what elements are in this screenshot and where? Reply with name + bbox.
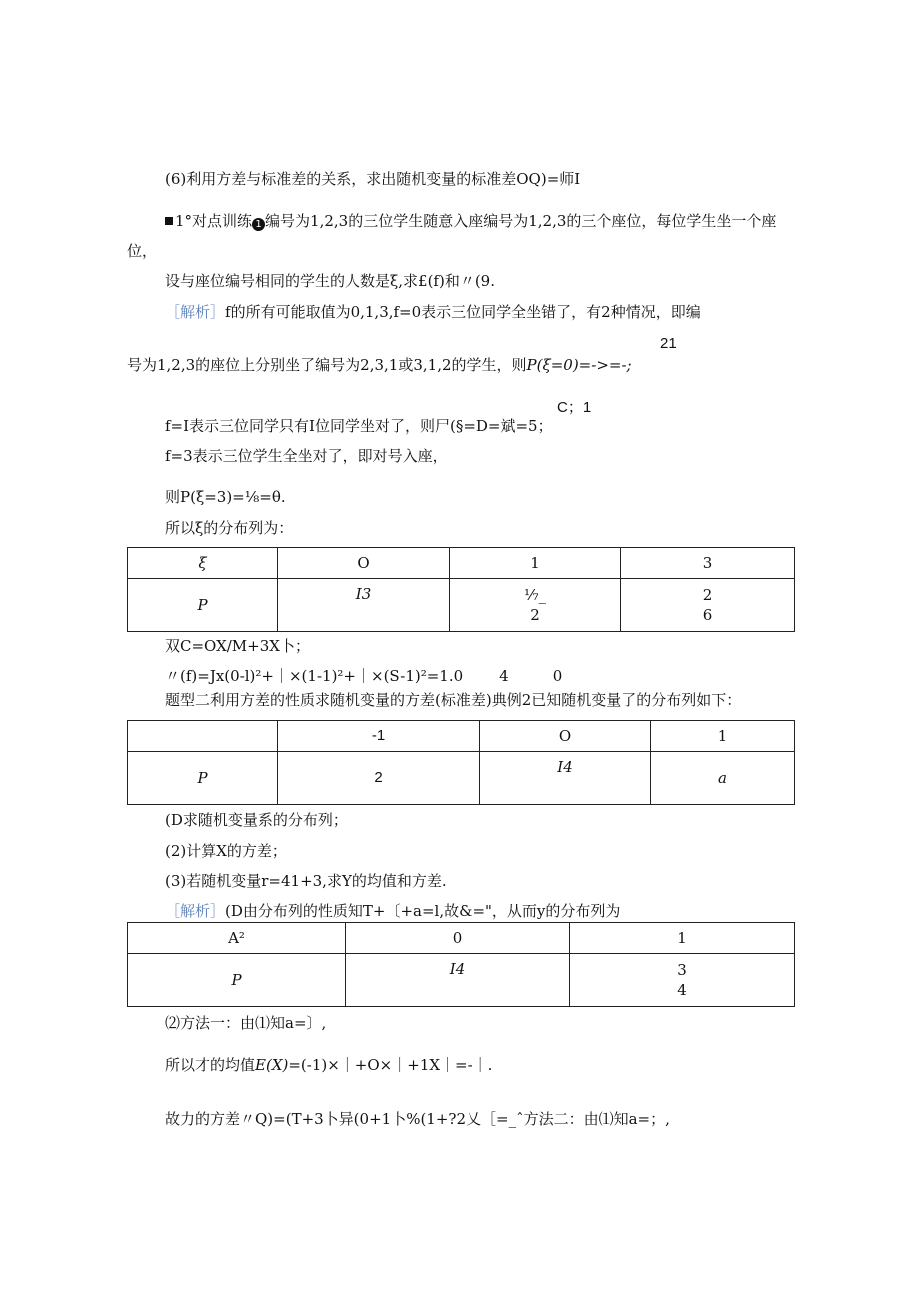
table-cell: I3 bbox=[278, 579, 450, 632]
table-cell: 3 4 bbox=[570, 954, 795, 1007]
square-bullet-icon bbox=[165, 217, 173, 225]
analysis-2-line: ［解析］(D由分布列的性质知T+〔+a=l,故&="，从而y的分布列为 bbox=[165, 902, 621, 920]
table-cell: O bbox=[480, 721, 651, 752]
table-cell: I4 bbox=[480, 752, 651, 805]
table-cell: 1 bbox=[651, 721, 795, 752]
analysis-line-1: ［解析］f的所有可能取值为0,1,3,f=0表示三位同学全坐错了，有2种情况，即编 bbox=[165, 303, 701, 321]
table-cell: O bbox=[278, 548, 450, 579]
distribution-table-1 bbox=[127, 547, 795, 632]
analysis-line-4: f=3表示三位学生全坐对了，即对号入座， bbox=[165, 447, 448, 465]
table-cell: A² bbox=[128, 923, 346, 954]
table-row bbox=[128, 923, 795, 954]
table-cell: ξ bbox=[128, 548, 278, 579]
table-cell: P bbox=[128, 954, 346, 1007]
analysis-tag: ［解析］ bbox=[165, 303, 226, 321]
variance-line: 〃(f)=Jx(0-l)²+｜×(1-1)²+｜×(S-1)²=1.0 4 0 bbox=[165, 667, 563, 685]
fraction-numerator: 21 bbox=[660, 335, 677, 352]
table-row bbox=[128, 579, 795, 632]
table-cell: 3 bbox=[621, 548, 795, 579]
practice-line: 1°对点训练 1 编号为1,2,3的三位学生随意入座编号为1,2,3的三个座位，每位学生坐一个座 bbox=[165, 211, 776, 231]
question-line: 设与座位编号相同的学生的人数是ξ,求£(f)和〃(9. bbox=[165, 272, 495, 290]
table-cell: 2 bbox=[278, 752, 480, 805]
fraction-fragment: C；1 bbox=[557, 399, 592, 416]
line-6-std-dev: (6)利用方差与标准差的关系，求出随机变量的标准差OQ)=师I bbox=[165, 170, 581, 188]
table-cell bbox=[128, 721, 278, 752]
table-cell: 2 6 bbox=[621, 579, 795, 632]
table-row bbox=[128, 752, 795, 805]
question-2-line: (2)计算X的方差； bbox=[165, 842, 287, 860]
analysis-line-2: 号为1,2,3的座位上分别坐了编号为2,3,1或3,1,2的学生，则P(ξ=0)=->=-; bbox=[127, 356, 632, 374]
distribution-table-2 bbox=[127, 720, 795, 805]
table-cell: a bbox=[651, 752, 795, 805]
table-row bbox=[128, 954, 795, 1007]
variance-method-line: 故力的方差〃Q)=(T+3卜异(0+1卜%(1+?2乂［=_ˆ方法二：由⑴知a=；, bbox=[165, 1110, 670, 1128]
table-cell: P bbox=[128, 579, 278, 632]
table-cell: 1 bbox=[450, 548, 621, 579]
table-cell: 1 bbox=[570, 923, 795, 954]
question-3-line: (3)若随机变量r=41+3,求Y的均值和方差. bbox=[165, 872, 447, 890]
example-2-line: 题型二利用方差的性质求随机变量的方差(标准差)典例2已知随机变量了的分布列如下： bbox=[165, 691, 742, 709]
practice-line-cont: 位， bbox=[127, 242, 158, 260]
table-cell: I4 bbox=[346, 954, 570, 1007]
analysis-line-6: 所以ξ的分布列为： bbox=[165, 519, 294, 537]
circled-number-icon: 1 bbox=[252, 218, 265, 231]
table-row bbox=[128, 548, 795, 579]
expectation-line: 双C=OX/M+3X卜； bbox=[165, 637, 310, 655]
table-row bbox=[128, 721, 795, 752]
mean-line: 所以才的均值E(X)=(-1)×｜+O×｜+1X｜=-｜. bbox=[165, 1056, 493, 1074]
analysis-tag: ［解析］ bbox=[165, 902, 226, 920]
question-1-line: (D求随机变量系的分布列； bbox=[165, 811, 348, 829]
distribution-table-3 bbox=[127, 922, 795, 1007]
table-cell: 0 bbox=[346, 923, 570, 954]
table-cell: P bbox=[128, 752, 278, 805]
analysis-line-3: f=I表示三位同学只有I位同学坐对了，则尸(§=D=斌=5； bbox=[165, 417, 553, 435]
method-1-line: ⑵方法一：由⑴知a=〕, bbox=[165, 1014, 327, 1032]
table-cell: -1 bbox=[278, 721, 480, 752]
analysis-line-5: 则P(ξ=3)=⅛=θ. bbox=[165, 488, 286, 506]
table-cell: ⅐_ 2 bbox=[450, 579, 621, 632]
